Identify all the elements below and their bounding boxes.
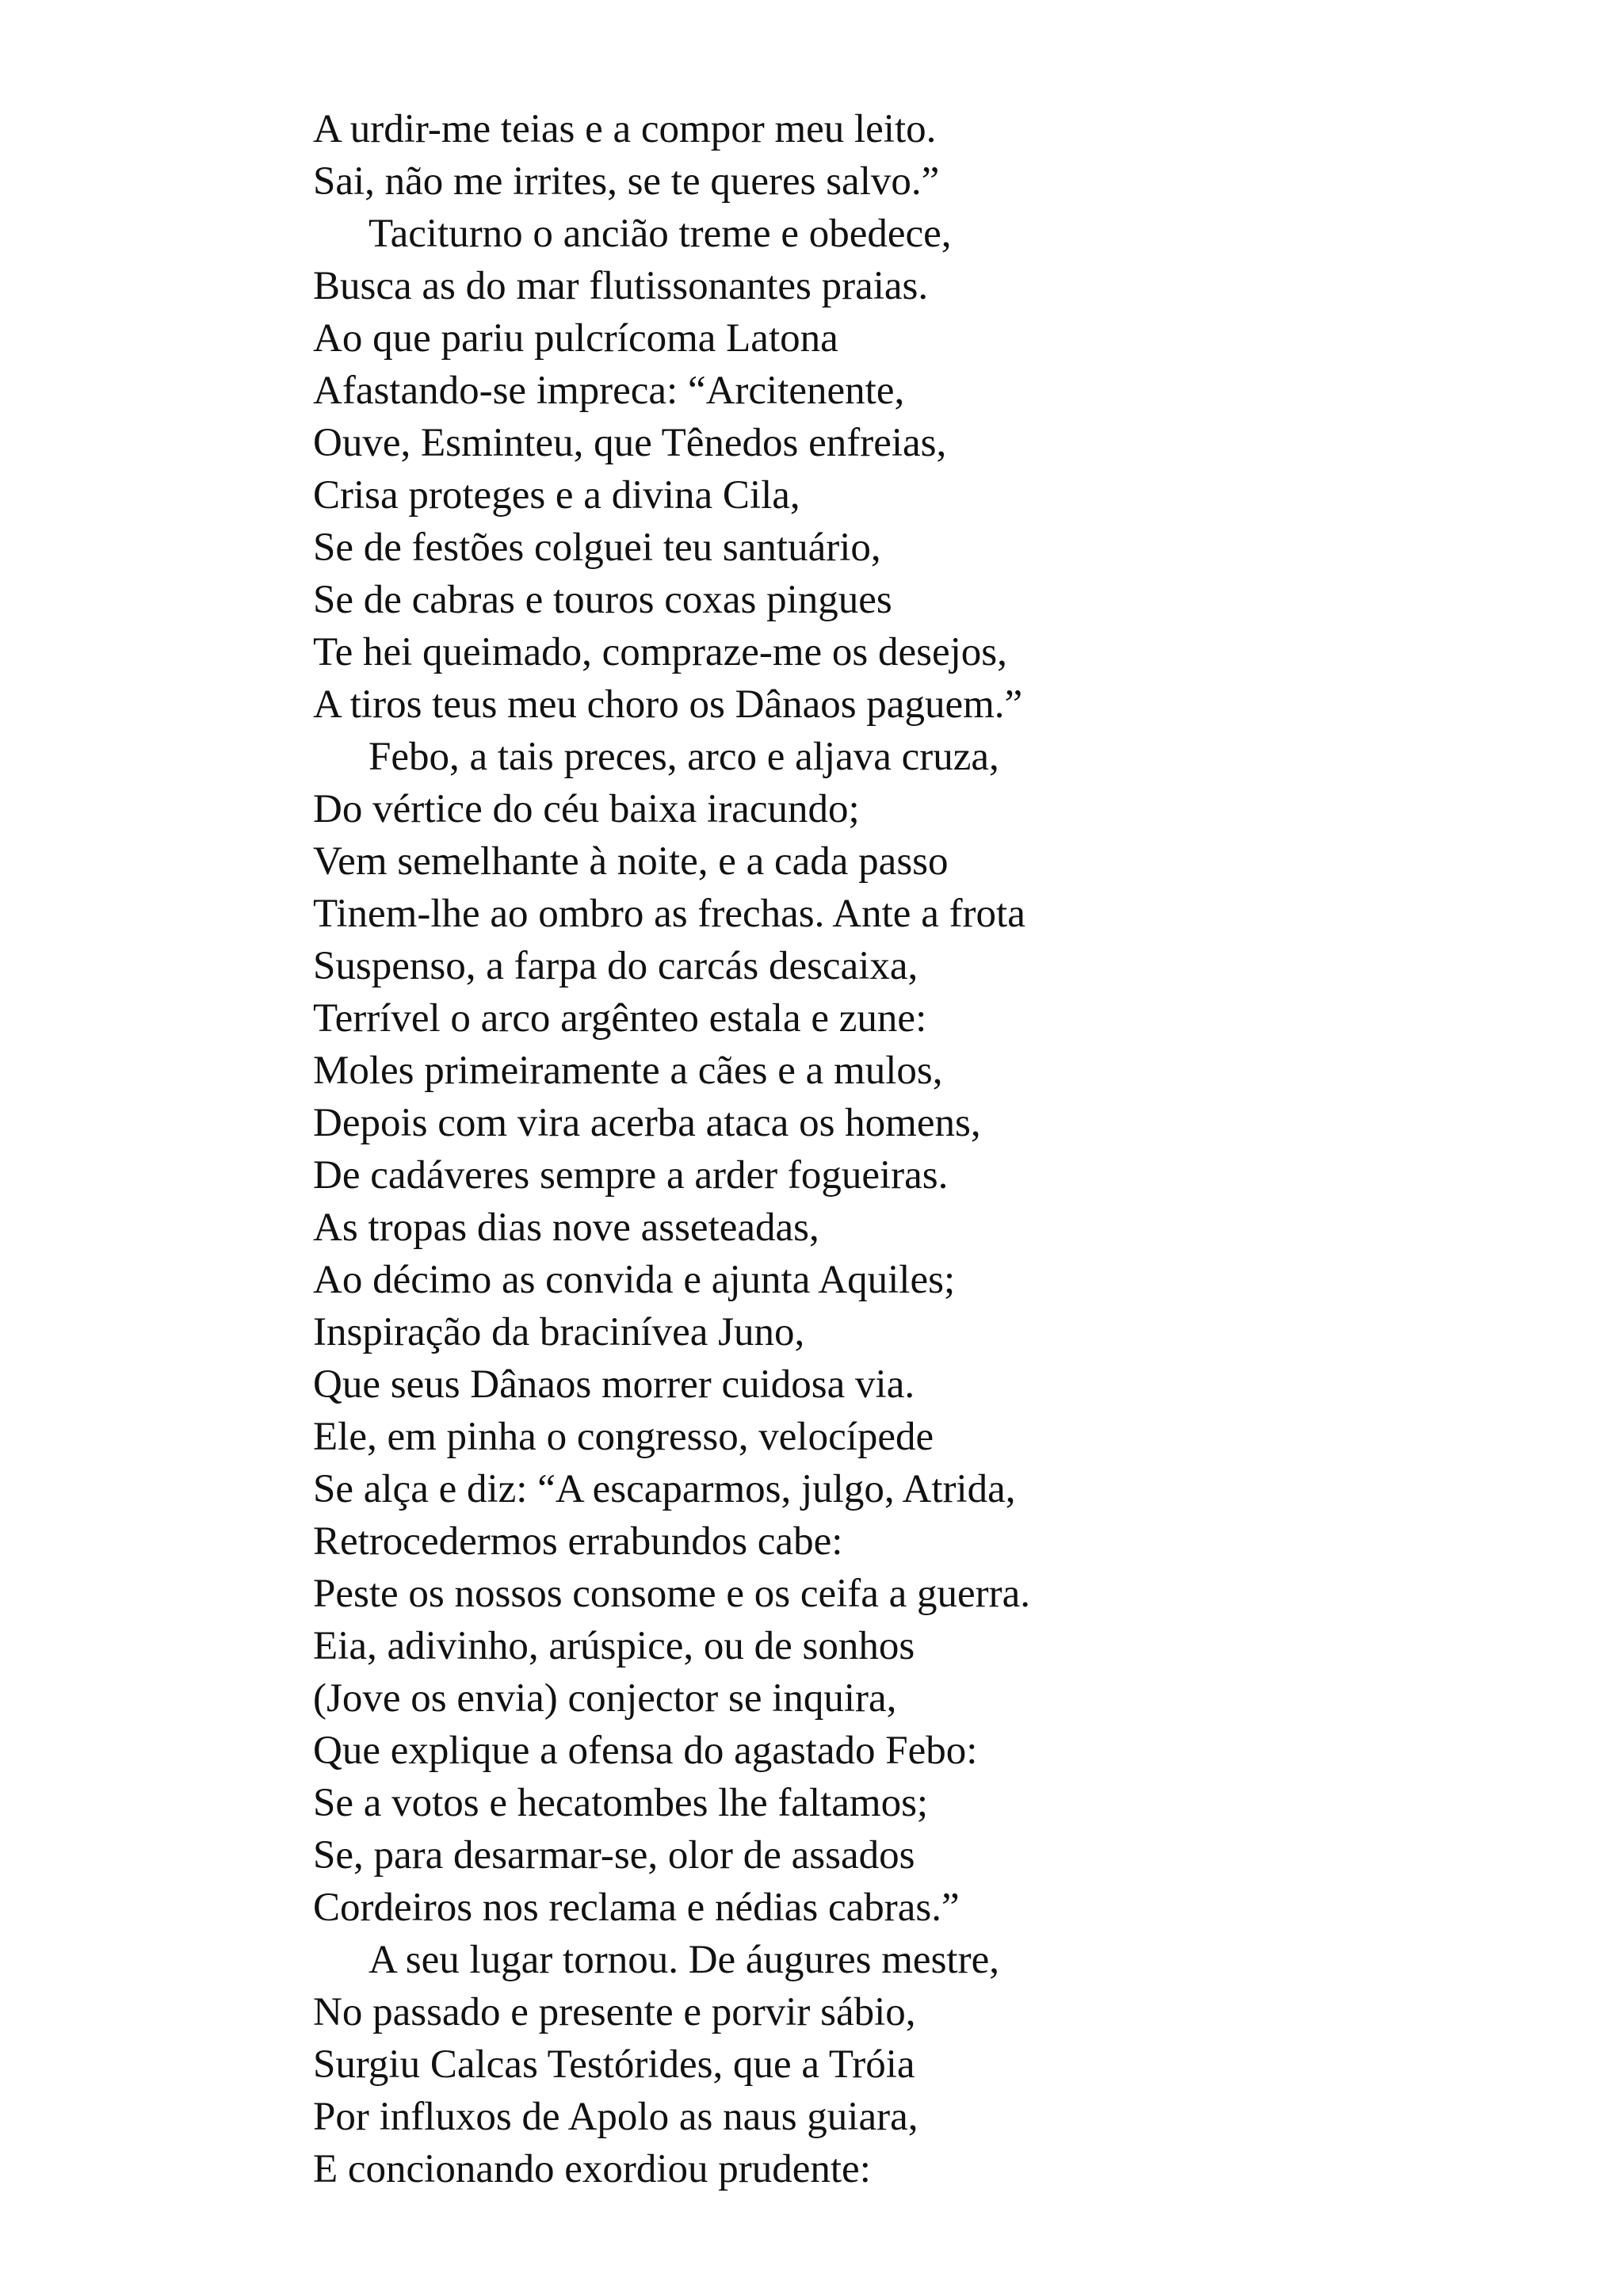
poem-line: Sai, não me irrites, se te queres salvo.” bbox=[313, 159, 940, 204]
poem-line: Ao décimo as convida e ajunta Aquiles; bbox=[313, 1258, 956, 1302]
poem-line: Busca as do mar flutissonantes praias. bbox=[313, 264, 929, 308]
poem-line: Se, para desarmar-se, olor de assados bbox=[313, 1833, 915, 1878]
poem-line: Depois com vira acerba ataca os homens, bbox=[313, 1101, 981, 1145]
poem-line: Se a votos e hecatombes lhe faltamos; bbox=[313, 1781, 929, 1825]
poem-line: A tiros teus meu choro os Dânaos paguem.” bbox=[313, 682, 1023, 727]
poem-line: Tinem-lhe ao ombro as frechas. Ante a frota bbox=[313, 892, 1025, 936]
poem-line: Ao que pariu pulcrícoma Latona bbox=[313, 316, 838, 361]
poem-line: De cadáveres sempre a arder fogueiras. bbox=[313, 1153, 949, 1198]
poem-line: Cordeiros nos reclama e nédias cabras.” bbox=[313, 1885, 960, 1930]
poem-line: Afastando-se impreca: “Arcitenente, bbox=[313, 369, 905, 413]
poem-line: A urdir-me teias e a compor meu leito. bbox=[313, 107, 937, 151]
poem-line: Que seus Dânaos morrer cuidosa via. bbox=[313, 1362, 915, 1407]
poem-line: Ouve, Esminteu, que Tênedos enfreias, bbox=[313, 421, 947, 465]
poem-line: Eia, adivinho, arúspice, ou de sonhos bbox=[313, 1624, 915, 1668]
poem-line: Inspiração da bracinívea Juno, bbox=[313, 1310, 805, 1354]
poem-line: Terrível o arco argênteo estala e zune: bbox=[313, 996, 927, 1041]
poem-line: Crisa proteges e a divina Cila, bbox=[313, 473, 800, 518]
poem-line: As tropas dias nove asseteadas, bbox=[313, 1205, 819, 1250]
poem-line: Que explique a ofensa do agastado Febo: bbox=[313, 1729, 978, 1773]
poem-line: E concionando exordiou prudente: bbox=[313, 2147, 871, 2191]
poem-line: Taciturno o ancião treme e obedece, bbox=[369, 212, 952, 256]
poem-line: Peste os nossos consome e os ceifa a guerra. bbox=[313, 1572, 1031, 1616]
poem-line: Se de cabras e touros coxas pingues bbox=[313, 578, 892, 622]
poem-line: (Jove os envia) conjector se inquira, bbox=[313, 1676, 897, 1721]
poem-line: Ele, em pinha o congresso, velocípede bbox=[313, 1415, 934, 1459]
poem-line: A seu lugar tornou. De áugures mestre, bbox=[369, 1938, 999, 1982]
poem-line: Te hei queimado, compraze-me os desejos, bbox=[313, 630, 1007, 674]
poem-line: Vem semelhante à noite, e a cada passo bbox=[313, 839, 949, 884]
poem-line: Do vértice do céu baixa iracundo; bbox=[313, 787, 860, 831]
poem-line: Febo, a tais preces, arco e aljava cruza, bbox=[369, 735, 999, 779]
poem-line: No passado e presente e porvir sábio, bbox=[313, 1990, 916, 2034]
poem-line: Suspenso, a farpa do carcás descaixa, bbox=[313, 944, 918, 988]
poem-line: Surgiu Calcas Testórides, que a Tróia bbox=[313, 2042, 915, 2087]
poem-line: Se alça e diz: “A escaparmos, julgo, Atrida, bbox=[313, 1467, 1016, 1511]
poem-line: Retrocedermos errabundos cabe: bbox=[313, 1519, 843, 1564]
poem-line: Por influxos de Apolo as naus guiara, bbox=[313, 2095, 918, 2139]
poem-line: Se de festões colguei teu santuário, bbox=[313, 525, 881, 570]
poem-text-block bbox=[313, 103, 1549, 2195]
poem-line: Moles primeiramente a cães e a mulos, bbox=[313, 1049, 943, 1093]
